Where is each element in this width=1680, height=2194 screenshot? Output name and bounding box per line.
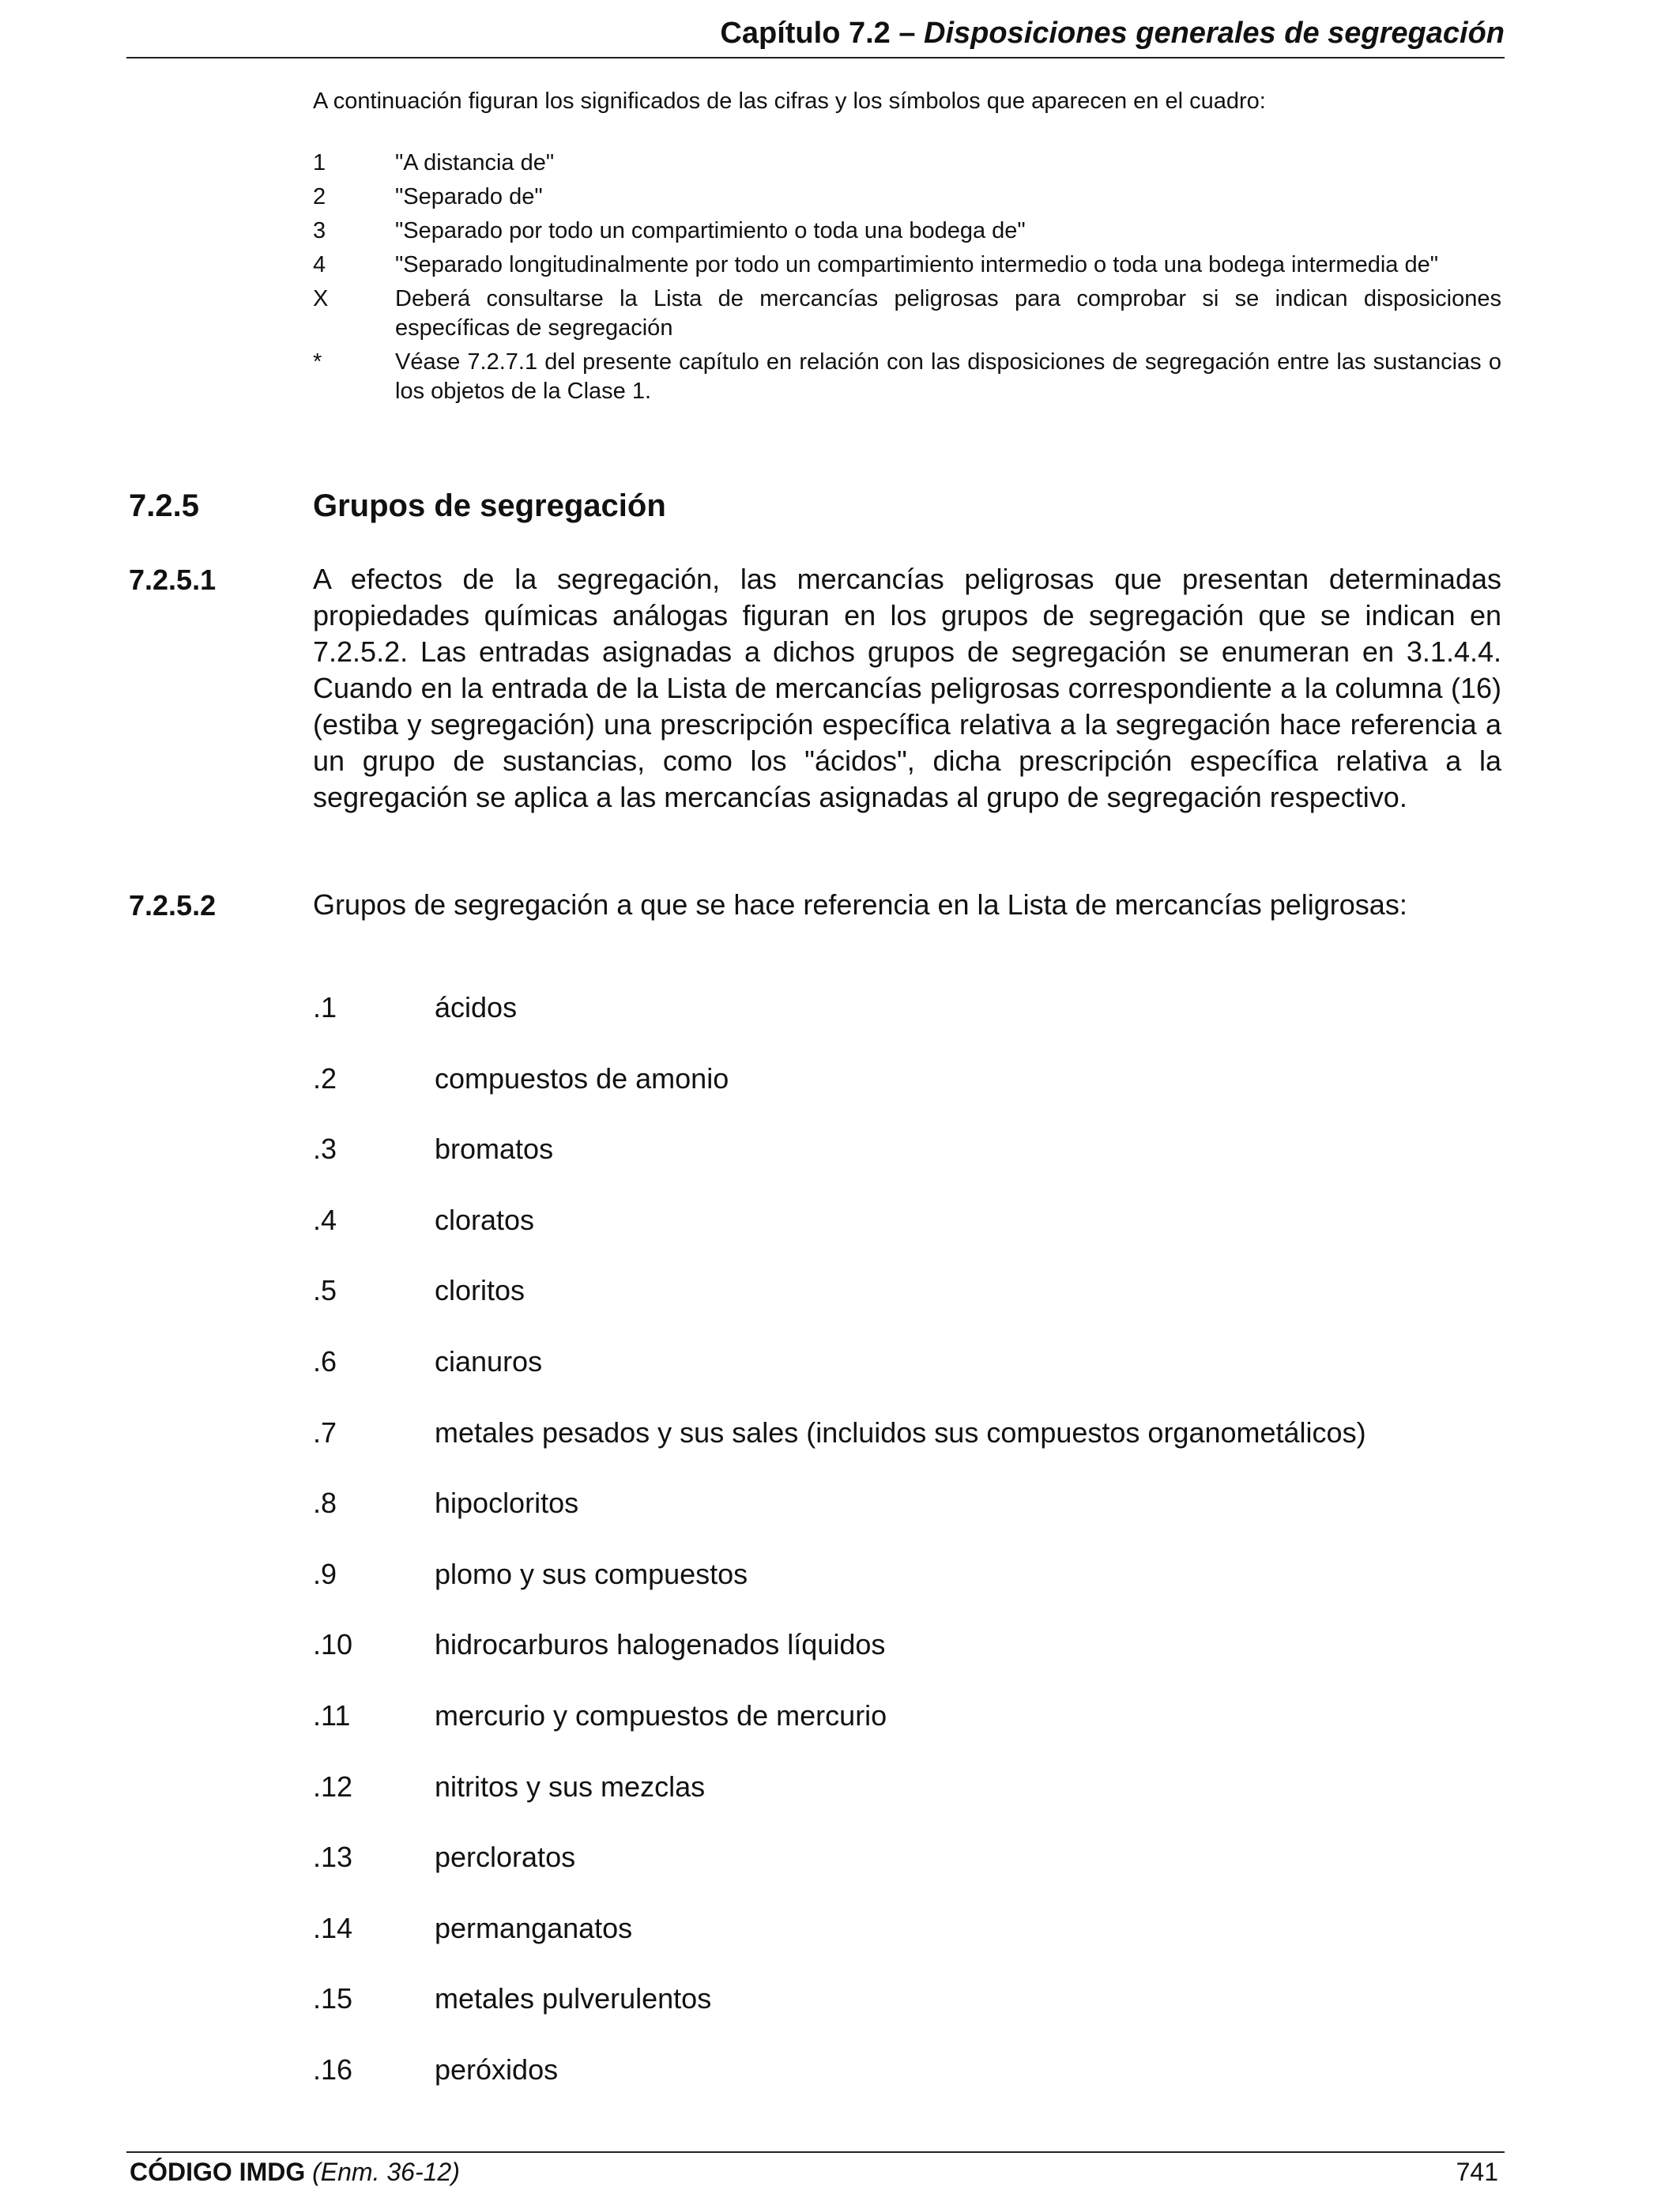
list-item [313, 1415, 1498, 1486]
group-number: .10 [313, 1628, 353, 1661]
intro-text: A continuación figuran los significados de las cifras y los símbolos que aparecen en el cuadro: [313, 89, 1266, 114]
section-number: 7.2.5 [129, 488, 199, 523]
group-number: .14 [313, 1911, 353, 1944]
legend-row [313, 251, 1501, 280]
group-number: .4 [313, 1203, 337, 1236]
group-name: nitritos y sus mezclas [435, 1770, 706, 1803]
legend-symbol: 1 [313, 150, 326, 175]
legend-row [313, 149, 1501, 178]
legend-text: "A distancia de" [395, 150, 555, 175]
group-name: ácidos [435, 991, 518, 1023]
paragraph-text: Grupos de segregación a que se hace referencia en la Lista de mercancías peligrosas: [313, 888, 1407, 921]
group-number: .9 [313, 1557, 337, 1590]
paragraph-number: 7.2.5.2 [129, 889, 217, 922]
legend-row [313, 285, 1501, 343]
group-name: cloratos [435, 1203, 535, 1236]
list-item [313, 1698, 1498, 1769]
list-item [313, 1627, 1498, 1698]
group-number: .15 [313, 1982, 353, 2015]
group-number: .5 [313, 1274, 337, 1307]
group-number: .2 [313, 1061, 337, 1095]
group-name: mercurio y compuestos de mercurio [435, 1698, 887, 1732]
group-name: metales pulverulentos [435, 1982, 712, 2015]
page-footer [126, 2151, 1505, 2192]
group-number: .7 [313, 1416, 337, 1449]
legend-row [313, 183, 1501, 212]
group-name: hipocloritos [435, 1487, 579, 1520]
legend-symbol: * [313, 349, 322, 375]
paragraph-number: 7.2.5.1 [129, 564, 217, 596]
legend-row [313, 217, 1501, 246]
list-item [313, 990, 1498, 1061]
group-number: .3 [313, 1133, 337, 1166]
paragraph-text: A efectos de la segregación, las mercancías peligrosas que presentan determinadas propiedades químicas análogas figuran en los grupos de segregación que se indican en 7.2.5.2. Las entradas asignadas a dichos grupos de segregación se enumeran en 3.1.4.4. Cuando en la entrada de la Lista de mercancías peligrosas correspondiente a la columna (16) (estiba y segregación) una prescripción específica relativa a la segregación hace referencia a un grupo de sustancias, como los "ácidos", dicha prescripción específica relativa a la segregación se aplica a las mercancías asignadas al grupo de segregación respectivo. [313, 563, 1501, 813]
list-item [313, 1272, 1498, 1344]
page-header [126, 9, 1505, 58]
list-item [313, 1910, 1498, 1981]
list-item [313, 1344, 1498, 1415]
list-item [313, 1839, 1498, 1910]
legend-text: Deberá consultarse la Lista de mercancías peligrosas para comprobar si se indican disposiciones específicas de segregación [395, 286, 1501, 341]
list-item [313, 1981, 1498, 2052]
list-item [313, 1061, 1498, 1132]
list-item [313, 1131, 1498, 1202]
group-name: cloritos [435, 1274, 525, 1307]
legend-symbol: X [313, 286, 329, 311]
group-name: plomo y sus compuestos [435, 1557, 748, 1590]
group-number: .6 [313, 1344, 337, 1378]
list-item [313, 1769, 1498, 1840]
group-number: .8 [313, 1487, 337, 1520]
symbol-legend [313, 149, 1501, 411]
group-number: .11 [313, 1698, 351, 1732]
group-name: percloratos [435, 1841, 576, 1874]
legend-symbol: 2 [313, 184, 326, 209]
group-number: .12 [313, 1770, 353, 1803]
list-item [313, 1485, 1498, 1556]
footer-code-label [130, 2153, 460, 2191]
group-name: cianuros [435, 1344, 543, 1378]
group-name: bromatos [435, 1133, 554, 1166]
legend-row [313, 348, 1501, 406]
page-number: 741 [1456, 2158, 1498, 2186]
footer-amendment: (Enm. 36-12) [312, 2158, 460, 2186]
list-item [313, 1556, 1498, 1627]
legend-text: "Separado longitudinalmente por todo un compartimiento intermedio o toda una bodega intermedia de" [395, 252, 1439, 277]
legend-text: Véase 7.2.7.1 del presente capítulo en relación con las disposiciones de segregación entre las sustancias o los objetos de la Clase 1. [395, 349, 1501, 404]
section-title: Grupos de segregación [313, 488, 666, 523]
group-name: permanganatos [435, 1911, 633, 1944]
group-name: metales pesados y sus sales (incluidos sus compuestos organometálicos) [435, 1416, 1366, 1449]
chapter-label: Capítulo 7.2 – [720, 17, 925, 50]
group-name: compuestos de amonio [435, 1061, 729, 1095]
segregation-groups-list [313, 990, 1498, 2123]
legend-text: "Separado por todo un compartimiento o toda una bodega de" [395, 218, 1026, 243]
list-item [313, 1202, 1498, 1273]
group-name: peróxidos [435, 2053, 559, 2086]
legend-text: "Separado de" [395, 184, 543, 209]
group-name: hidrocarburos halogenados líquidos [435, 1628, 886, 1661]
group-number: .1 [313, 991, 337, 1023]
footer-code: CÓDIGO IMDG [130, 2158, 306, 2186]
group-number: .16 [313, 2053, 353, 2086]
legend-symbol: 4 [313, 252, 326, 277]
chapter-title: Disposiciones generales de segregación [924, 17, 1505, 50]
group-number: .13 [313, 1841, 353, 1874]
list-item [313, 2052, 1498, 2123]
legend-symbol: 3 [313, 218, 326, 243]
